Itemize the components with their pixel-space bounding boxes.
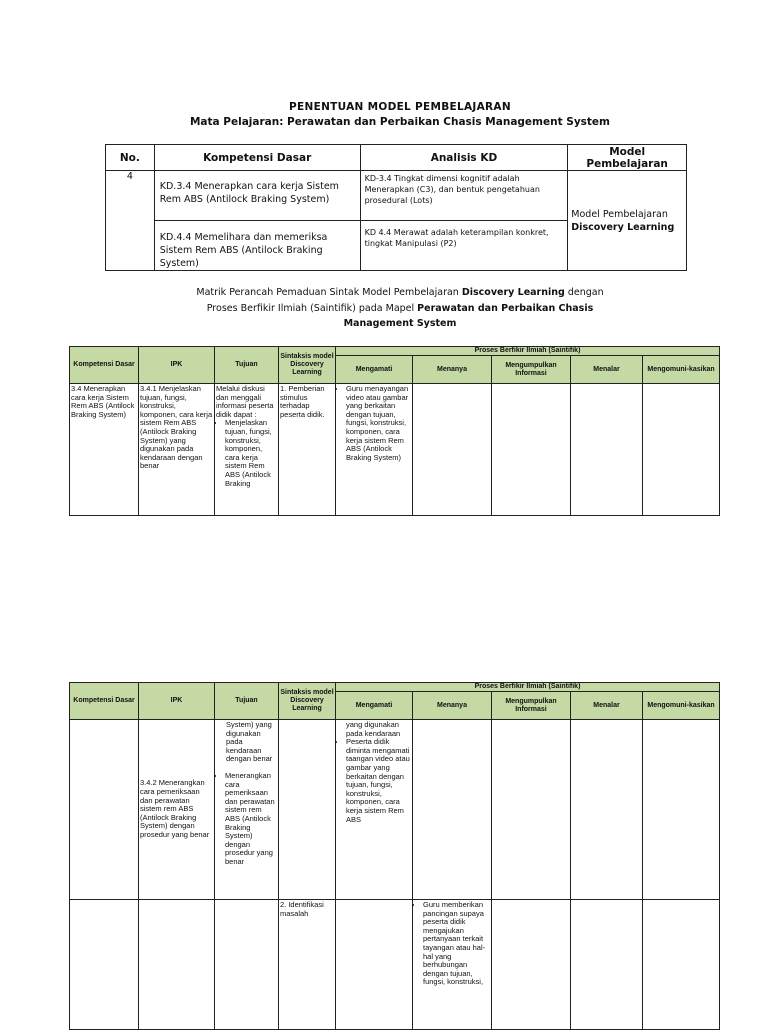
caption-text: Matrik Perancah Pemaduan Sintak Model Pembelajaran	[196, 287, 462, 298]
m2-mengamati-bullet: • Peserta didik diminta mengamati taangan video atau gambar yang berkaitan dengan tujuan, fungsi, konstruksi, komponen, cara kerja sistem Rem ABS	[346, 738, 411, 824]
caption-text: Proses Berfikir Ilmiah (Saintifik) pada Mapel	[206, 303, 418, 314]
m2-mengumpulkan	[492, 720, 571, 900]
matrix-caption-line2	[0, 301, 768, 316]
m1-tujuan-list	[216, 419, 277, 488]
matrix-caption-line1	[0, 285, 768, 300]
m3-mengamati	[336, 900, 413, 1030]
m3-menanya-list	[414, 901, 490, 987]
m1-ipk: 3.4.1 Menjelaskan tujuan, fungsi, konstruksi, komponen, cara kerja sistem Rem ABS (Antilock Braking System) yang digunakan pada kendaraan dengan benar	[139, 384, 215, 516]
m3-menanya	[413, 900, 492, 1030]
m1-tujuan	[215, 384, 279, 516]
m3-kompetensi	[70, 900, 139, 1030]
header-mengumpulkan: Mengumpulkan Informasi	[492, 692, 571, 720]
header-tujuan: Tujuan	[215, 347, 279, 384]
m3-ipk	[139, 900, 215, 1030]
m1-tujuan-intro: Melalui diskusi dan menggali informasi peserta didik dapat :	[216, 384, 274, 419]
analisis-text-1: KD-3.4 Tingkat dimensi kognitif adalah Menerapkan (C3), dan bentuk pengetahuan prosedural (Lots)	[364, 174, 540, 205]
header-sintaksis: Sintaksis model Discovery Learning	[279, 347, 336, 384]
m2-mengomunikasikan	[643, 720, 720, 900]
header-proses: Proses Berfikir Ilmiah (Saintifik)	[336, 347, 720, 356]
m3-menanya-bullet: • Guru memberikan pancingan supaya peserta didik mengajukan pertanyaan terkait tayangan atau hal-hal yang berhubungan dengan tujuan, fungsi, konstruksi,	[423, 901, 490, 987]
m3-mengomunikasikan	[643, 900, 720, 1030]
caption-text: dengan	[564, 287, 604, 298]
analisis-cell-2	[360, 221, 568, 271]
kd-cell-2	[154, 221, 360, 271]
m1-kompetensi: 3.4 Menerapkan cara kerja Sistem Rem ABS (Antilock Braking System)	[70, 384, 139, 516]
kd-table	[105, 144, 687, 271]
m2-mengamati-list	[337, 738, 411, 824]
m1-mengomunikasikan	[643, 384, 720, 516]
caption-bold: Perawatan dan Perbaikan Chasis	[417, 303, 594, 314]
header-proses: Proses Berfikir Ilmiah (Saintifik)	[336, 683, 720, 692]
m1-mengumpulkan	[492, 384, 571, 516]
m2-tujuan-top: System) yang digunakan pada kendaraan dengan benar	[226, 720, 273, 764]
kd-text-1: KD.3.4 Menerapkan cara kerja Sistem Rem ABS (Antilock Braking System)	[159, 181, 339, 205]
header-kompetensi: Kompetensi Dasar	[154, 145, 360, 171]
m1-tujuan-bullet: • Menjelaskan tujuan, fungsi, konstruksi, komponen, cara kerja sistem Rem ABS (Antilock Braking	[225, 419, 277, 488]
kd-text-2: KD.4.4 Memelihara dan memeriksa Sistem Rem ABS (Antilock Braking System)	[159, 232, 328, 269]
m1-menalar	[571, 384, 643, 516]
header-tujuan: Tujuan	[215, 683, 279, 720]
header-mengamati: Mengamati	[336, 692, 413, 720]
m1-sintaksis: 1. Pemberian stimulus terhadap peserta didik.	[279, 384, 336, 516]
m3-sintaksis: 2. Identifikasi masalah	[279, 900, 336, 1030]
header-mengamati: Mengamati	[336, 356, 413, 384]
model-cell	[568, 171, 687, 271]
header-ipk: IPK	[139, 347, 215, 384]
m1-menanya	[413, 384, 492, 516]
kd-no-cell: 4	[106, 171, 155, 271]
header-sintaksis: Sintaksis model Discovery Learning	[279, 683, 336, 720]
header-kompetensi-dasar: Kompetensi Dasar	[70, 347, 139, 384]
m2-sintaksis	[279, 720, 336, 900]
analisis-cell-1	[360, 171, 568, 221]
header-mengomunikasikan: Mengomuni-kasikan	[643, 692, 720, 720]
m2-mengamati-top: yang digunakan pada kendaraan	[346, 720, 401, 738]
kd-cell-1	[154, 171, 360, 221]
analisis-text-2: KD 4.4 Merawat adalah keterampilan konkret, tingkat Manipulasi (P2)	[364, 228, 549, 248]
matrix-caption-line3: Management System	[343, 318, 457, 329]
m2-menalar	[571, 720, 643, 900]
header-mengomunikasikan: Mengomuni-kasikan	[643, 356, 720, 384]
m1-mengamati	[336, 384, 413, 516]
header-menanya: Menanya	[413, 356, 492, 384]
m1-mengamati-list	[337, 385, 411, 462]
m3-menalar	[571, 900, 643, 1030]
m3-tujuan	[215, 900, 279, 1030]
m2-tujuan-list	[216, 772, 277, 867]
header-menanya: Menanya	[413, 692, 492, 720]
caption-bold: Discovery Learning	[461, 287, 565, 298]
header-kompetensi-dasar: Kompetensi Dasar	[70, 683, 139, 720]
matrix-table-2	[69, 682, 720, 1030]
header-ipk: IPK	[139, 683, 215, 720]
header-model: Model Pembelajaran	[568, 145, 687, 171]
m3-mengumpulkan	[492, 900, 571, 1030]
header-analisis: Analisis KD	[360, 145, 568, 171]
header-mengumpulkan: Mengumpulkan Informasi	[492, 356, 571, 384]
header-no: No.	[106, 145, 155, 171]
model-line-1: Model Pembelajaran	[571, 208, 668, 220]
matrix-table-1	[69, 346, 720, 516]
m2-tujuan-bullet: • Menerangkan cara pemeriksaan dan perawatan sistem rem ABS (Antilock Braking System) dengan prosedur yang benar	[225, 772, 277, 867]
document-title: PENENTUAN MODEL PEMBELAJARAN	[289, 101, 511, 113]
m2-tujuan	[215, 720, 279, 900]
m2-menanya	[413, 720, 492, 900]
m2-kompetensi	[70, 720, 139, 900]
m1-mengamati-bullet: • Guru menayangan video atau gambar yang berkaitan dengan tujuan, fungsi, konstruksi, komponen, cara kerja sistem Rem ABS (Antilock Braking System)	[346, 385, 411, 462]
model-line-2: Discovery Learning	[571, 221, 675, 233]
m2-ipk: 3.4.2 Menerangkan cara pemeriksaan dan perawatan sistem rem ABS (Antilock Braking System) dengan prosedur yang benar	[139, 720, 215, 900]
m2-mengamati	[336, 720, 413, 900]
header-menalar: Menalar	[571, 692, 643, 720]
document-subtitle: Mata Pelajaran: Perawatan dan Perbaikan Chasis Management System	[189, 116, 610, 128]
header-menalar: Menalar	[571, 356, 643, 384]
